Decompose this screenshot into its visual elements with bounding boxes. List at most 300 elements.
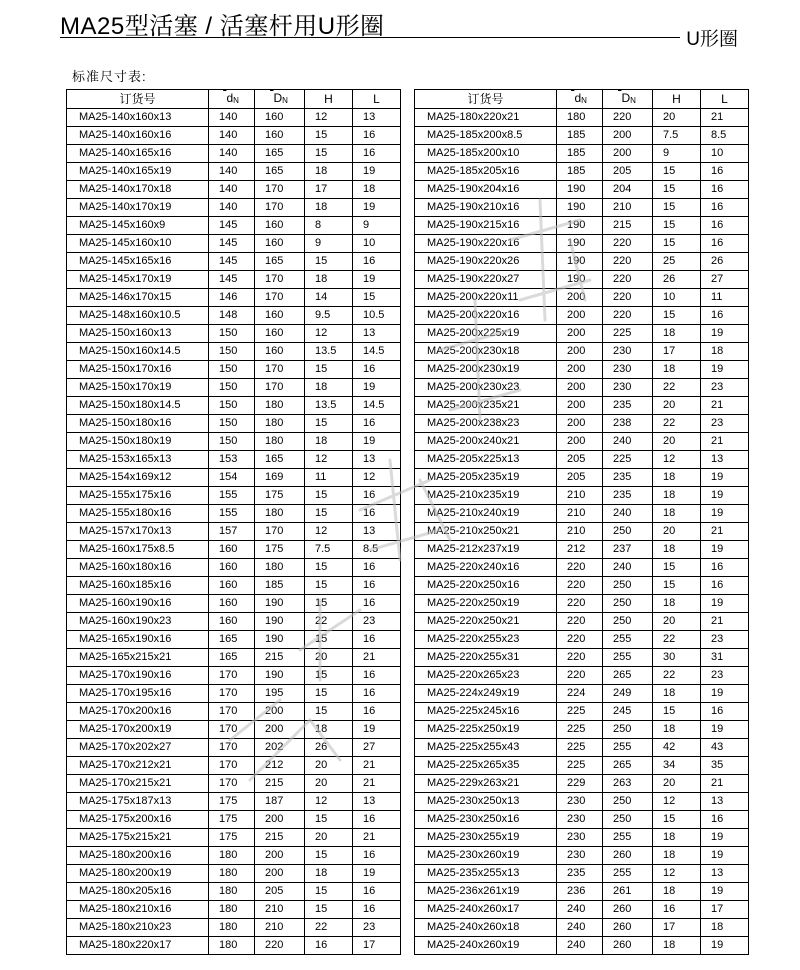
- h-value-cell: 18: [653, 505, 701, 523]
- D-value-cell: 202: [255, 739, 305, 757]
- h-value-cell: 18: [653, 325, 701, 343]
- h-value-cell: 15: [305, 577, 353, 595]
- order-no-cell: MA25-190x220x27: [415, 271, 557, 289]
- l-value-cell: 12: [353, 469, 401, 487]
- d-value-cell: 220: [557, 577, 603, 595]
- D-value-cell: 255: [603, 649, 653, 667]
- l-value-cell: 21: [353, 775, 401, 793]
- d-value-cell: 170: [209, 685, 255, 703]
- l-value-cell: 13: [353, 109, 401, 127]
- header-l: L: [701, 90, 749, 109]
- l-value-cell: 16: [353, 559, 401, 577]
- l-value-cell: 16: [353, 847, 401, 865]
- order-no-cell: MA25-170x190x16: [67, 667, 209, 685]
- h-value-cell: 22: [305, 919, 353, 937]
- h-value-cell: 16: [305, 937, 353, 955]
- d-value-cell: 140: [209, 109, 255, 127]
- h-value-cell: 34: [653, 757, 701, 775]
- h-value-cell: 20: [305, 757, 353, 775]
- d-value-cell: 225: [557, 739, 603, 757]
- l-value-cell: 19: [701, 829, 749, 847]
- h-value-cell: 20: [305, 649, 353, 667]
- order-no-cell: MA25-210x250x21: [415, 523, 557, 541]
- order-no-cell: MA25-150x180x19: [67, 433, 209, 451]
- h-value-cell: 15: [305, 361, 353, 379]
- d-value-cell: 220: [557, 559, 603, 577]
- table-row: [67, 253, 401, 271]
- table-row: [67, 181, 401, 199]
- h-value-cell: 15: [305, 505, 353, 523]
- h-value-cell: 18: [653, 721, 701, 739]
- table-row: [67, 739, 401, 757]
- order-no-cell: MA25-148x160x10.5: [67, 307, 209, 325]
- l-value-cell: 19: [701, 847, 749, 865]
- order-no-cell: MA25-160x180x16: [67, 559, 209, 577]
- order-no-cell: MA25-140x160x16: [67, 127, 209, 145]
- h-value-cell: 12: [305, 523, 353, 541]
- order-no-cell: MA25-240x260x19: [415, 937, 557, 955]
- title-divider: [60, 37, 730, 38]
- d-value-cell: 180: [209, 847, 255, 865]
- order-no-cell: MA25-190x210x16: [415, 199, 557, 217]
- table-row: [67, 127, 401, 145]
- d-value-cell: 205: [557, 469, 603, 487]
- order-no-cell: MA25-220x250x21: [415, 613, 557, 631]
- h-value-cell: 15: [653, 703, 701, 721]
- D-value-cell: 220: [603, 307, 653, 325]
- D-value-cell: 165: [255, 253, 305, 271]
- h-value-cell: 12: [653, 865, 701, 883]
- l-value-cell: 16: [353, 505, 401, 523]
- h-value-cell: 18: [305, 721, 353, 739]
- table-row: [415, 163, 749, 181]
- D-value-cell: 165: [255, 163, 305, 181]
- order-no-cell: MA25-160x190x23: [67, 613, 209, 631]
- table-row: [415, 667, 749, 685]
- order-no-cell: MA25-180x220x21: [415, 109, 557, 127]
- D-value-cell: 249: [603, 685, 653, 703]
- table-row: [415, 559, 749, 577]
- table-row: [67, 235, 401, 253]
- h-value-cell: 20: [653, 433, 701, 451]
- D-value-cell: 170: [255, 199, 305, 217]
- order-no-cell: MA25-170x200x16: [67, 703, 209, 721]
- table-row: [67, 577, 401, 595]
- order-no-cell: MA25-230x250x13: [415, 793, 557, 811]
- order-no-cell: MA25-160x190x16: [67, 595, 209, 613]
- table-row: [67, 811, 401, 829]
- table-row: [415, 325, 749, 343]
- order-no-cell: MA25-230x255x19: [415, 829, 557, 847]
- order-no-cell: MA25-180x205x16: [67, 883, 209, 901]
- order-no-cell: MA25-185x205x16: [415, 163, 557, 181]
- order-no-cell: MA25-165x215x21: [67, 649, 209, 667]
- d-value-cell: 145: [209, 271, 255, 289]
- l-value-cell: 16: [701, 217, 749, 235]
- h-value-cell: 15: [305, 847, 353, 865]
- l-value-cell: 18: [701, 919, 749, 937]
- table-row: [415, 271, 749, 289]
- d-value-cell: 170: [209, 775, 255, 793]
- order-no-cell: MA25-150x170x19: [67, 379, 209, 397]
- h-value-cell: 26: [305, 739, 353, 757]
- d-value-cell: 236: [557, 883, 603, 901]
- table-row: [67, 271, 401, 289]
- table-row: [415, 109, 749, 127]
- order-no-cell: MA25-180x210x23: [67, 919, 209, 937]
- h-value-cell: 12: [305, 109, 353, 127]
- l-value-cell: 27: [353, 739, 401, 757]
- l-value-cell: 11: [701, 289, 749, 307]
- h-value-cell: 30: [653, 649, 701, 667]
- table-row: [415, 883, 749, 901]
- h-value-cell: 18: [305, 271, 353, 289]
- d-value-cell: 185: [557, 163, 603, 181]
- h-value-cell: 22: [653, 667, 701, 685]
- table-row: [415, 613, 749, 631]
- D-value-cell: 170: [255, 361, 305, 379]
- order-no-cell: MA25-140x165x16: [67, 145, 209, 163]
- table-row: [415, 181, 749, 199]
- table-row: [67, 523, 401, 541]
- order-no-cell: MA25-200x230x18: [415, 343, 557, 361]
- D-value-cell: 160: [255, 307, 305, 325]
- h-value-cell: 18: [653, 847, 701, 865]
- table-row: [415, 757, 749, 775]
- l-value-cell: 19: [701, 487, 749, 505]
- d-value-cell: 150: [209, 325, 255, 343]
- l-value-cell: 16: [701, 577, 749, 595]
- D-value-cell: 263: [603, 775, 653, 793]
- order-no-cell: MA25-140x160x13: [67, 109, 209, 127]
- D-value-cell: 240: [603, 559, 653, 577]
- table-row: [67, 325, 401, 343]
- D-value-cell: 180: [255, 415, 305, 433]
- header-d: $d_N$: [209, 90, 255, 109]
- order-no-cell: MA25-170x202x27: [67, 739, 209, 757]
- D-value-cell: 195: [255, 685, 305, 703]
- l-value-cell: 16: [353, 487, 401, 505]
- l-value-cell: 19: [701, 541, 749, 559]
- h-value-cell: 15: [305, 667, 353, 685]
- order-no-cell: MA25-154x169x12: [67, 469, 209, 487]
- d-value-cell: 235: [557, 865, 603, 883]
- h-value-cell: 12: [305, 451, 353, 469]
- h-value-cell: 20: [653, 523, 701, 541]
- table-row: [67, 433, 401, 451]
- table-row: [67, 901, 401, 919]
- d-value-cell: 220: [557, 595, 603, 613]
- l-value-cell: 16: [353, 811, 401, 829]
- h-value-cell: 15: [305, 559, 353, 577]
- table-row: [415, 397, 749, 415]
- d-value-cell: 200: [557, 415, 603, 433]
- d-value-cell: 157: [209, 523, 255, 541]
- header-D: $D_N$: [255, 90, 305, 109]
- h-value-cell: 17: [653, 343, 701, 361]
- d-value-cell: 140: [209, 181, 255, 199]
- order-no-cell: MA25-170x195x16: [67, 685, 209, 703]
- order-no-cell: MA25-175x215x21: [67, 829, 209, 847]
- table-row: [415, 847, 749, 865]
- title-text: 型活塞 / 活塞杆用: [124, 13, 318, 40]
- h-value-cell: 9: [305, 235, 353, 253]
- order-no-cell: MA25-175x200x16: [67, 811, 209, 829]
- D-value-cell: 210: [255, 901, 305, 919]
- l-value-cell: 19: [701, 721, 749, 739]
- order-no-cell: MA25-150x160x14.5: [67, 343, 209, 361]
- h-value-cell: 15: [305, 595, 353, 613]
- l-value-cell: 16: [701, 307, 749, 325]
- l-value-cell: 16: [353, 361, 401, 379]
- order-no-cell: MA25-150x180x16: [67, 415, 209, 433]
- D-value-cell: 220: [603, 289, 653, 307]
- l-value-cell: 19: [353, 865, 401, 883]
- D-value-cell: 200: [603, 145, 653, 163]
- h-value-cell: 7.5: [305, 541, 353, 559]
- h-value-cell: 20: [653, 397, 701, 415]
- h-value-cell: 15: [305, 487, 353, 505]
- table-row: [415, 451, 749, 469]
- h-value-cell: 15: [653, 307, 701, 325]
- order-no-cell: MA25-224x249x19: [415, 685, 557, 703]
- l-value-cell: 21: [701, 109, 749, 127]
- d-value-cell: 230: [557, 847, 603, 865]
- table-row: [415, 919, 749, 937]
- d-value-cell: 220: [557, 667, 603, 685]
- d-value-cell: 180: [209, 865, 255, 883]
- l-value-cell: 15: [353, 289, 401, 307]
- h-value-cell: 15: [653, 199, 701, 217]
- D-value-cell: 205: [603, 163, 653, 181]
- D-value-cell: 255: [603, 829, 653, 847]
- D-value-cell: 175: [255, 541, 305, 559]
- D-value-cell: 235: [603, 397, 653, 415]
- D-value-cell: 200: [603, 127, 653, 145]
- h-value-cell: 15: [305, 703, 353, 721]
- d-value-cell: 154: [209, 469, 255, 487]
- h-value-cell: 22: [653, 415, 701, 433]
- h-value-cell: 18: [305, 199, 353, 217]
- l-value-cell: 16: [701, 199, 749, 217]
- h-value-cell: 15: [305, 811, 353, 829]
- d-value-cell: 185: [557, 145, 603, 163]
- l-value-cell: 16: [353, 127, 401, 145]
- d-value-cell: 230: [557, 829, 603, 847]
- header-order-no: 订货号: [67, 90, 209, 109]
- h-value-cell: 22: [305, 613, 353, 631]
- D-value-cell: 230: [603, 343, 653, 361]
- l-value-cell: 16: [701, 235, 749, 253]
- D-value-cell: 180: [255, 505, 305, 523]
- d-value-cell: 145: [209, 235, 255, 253]
- d-value-cell: 200: [557, 397, 603, 415]
- l-value-cell: 21: [353, 757, 401, 775]
- order-no-cell: MA25-190x204x16: [415, 181, 557, 199]
- d-value-cell: 225: [557, 703, 603, 721]
- order-no-cell: MA25-180x200x19: [67, 865, 209, 883]
- l-value-cell: 23: [701, 631, 749, 649]
- table-row: [67, 595, 401, 613]
- h-value-cell: 20: [305, 775, 353, 793]
- table-row: [415, 685, 749, 703]
- order-no-cell: MA25-146x170x15: [67, 289, 209, 307]
- order-no-cell: MA25-185x200x10: [415, 145, 557, 163]
- l-value-cell: 19: [353, 163, 401, 181]
- d-value-cell: 210: [557, 505, 603, 523]
- order-no-cell: MA25-175x187x13: [67, 793, 209, 811]
- l-value-cell: 16: [353, 145, 401, 163]
- l-value-cell: 13: [701, 793, 749, 811]
- l-value-cell: 16: [353, 883, 401, 901]
- d-value-cell: 220: [557, 649, 603, 667]
- d-value-cell: 140: [209, 145, 255, 163]
- D-value-cell: 215: [255, 649, 305, 667]
- order-no-cell: MA25-240x260x18: [415, 919, 557, 937]
- D-value-cell: 210: [603, 199, 653, 217]
- D-value-cell: 220: [603, 271, 653, 289]
- d-value-cell: 190: [557, 253, 603, 271]
- order-no-cell: MA25-200x235x21: [415, 397, 557, 415]
- D-value-cell: 240: [603, 433, 653, 451]
- d-value-cell: 150: [209, 397, 255, 415]
- order-no-cell: MA25-160x185x16: [67, 577, 209, 595]
- D-value-cell: 260: [603, 919, 653, 937]
- table-row: [67, 505, 401, 523]
- l-value-cell: 13: [353, 451, 401, 469]
- h-value-cell: 13.5: [305, 343, 353, 361]
- order-no-cell: MA25-210x235x19: [415, 487, 557, 505]
- D-value-cell: 220: [603, 253, 653, 271]
- l-value-cell: 26: [701, 253, 749, 271]
- table-row: [415, 631, 749, 649]
- table-header-row: [67, 90, 401, 109]
- order-no-cell: MA25-140x170x19: [67, 199, 209, 217]
- table-row: [67, 379, 401, 397]
- table-row: [415, 253, 749, 271]
- order-no-cell: MA25-210x240x19: [415, 505, 557, 523]
- h-value-cell: 22: [653, 631, 701, 649]
- table-row: [415, 901, 749, 919]
- order-no-cell: MA25-205x235x19: [415, 469, 557, 487]
- l-value-cell: 16: [353, 577, 401, 595]
- h-value-cell: 18: [653, 487, 701, 505]
- h-value-cell: 18: [305, 379, 353, 397]
- l-value-cell: 21: [701, 397, 749, 415]
- l-value-cell: 16: [353, 901, 401, 919]
- l-value-cell: 19: [701, 469, 749, 487]
- l-value-cell: 8.5: [701, 127, 749, 145]
- order-no-cell: MA25-150x180x14.5: [67, 397, 209, 415]
- D-value-cell: 250: [603, 793, 653, 811]
- D-value-cell: 200: [255, 847, 305, 865]
- l-value-cell: 9: [353, 217, 401, 235]
- d-value-cell: 200: [557, 289, 603, 307]
- D-value-cell: 255: [603, 739, 653, 757]
- l-value-cell: 19: [353, 199, 401, 217]
- table-row: [67, 667, 401, 685]
- h-value-cell: 15: [653, 163, 701, 181]
- D-value-cell: 220: [603, 109, 653, 127]
- D-value-cell: 215: [603, 217, 653, 235]
- order-no-cell: MA25-240x260x17: [415, 901, 557, 919]
- order-no-cell: MA25-185x200x8.5: [415, 127, 557, 145]
- table-row: [415, 865, 749, 883]
- order-no-cell: MA25-170x212x21: [67, 757, 209, 775]
- table-row: [415, 829, 749, 847]
- order-no-cell: MA25-180x200x16: [67, 847, 209, 865]
- D-value-cell: 220: [255, 937, 305, 955]
- D-value-cell: 170: [255, 379, 305, 397]
- D-value-cell: 187: [255, 793, 305, 811]
- d-value-cell: 170: [209, 721, 255, 739]
- D-value-cell: 200: [255, 703, 305, 721]
- d-value-cell: 180: [209, 883, 255, 901]
- table-row: [415, 217, 749, 235]
- h-value-cell: 11: [305, 469, 353, 487]
- table-row: [67, 631, 401, 649]
- D-value-cell: 200: [255, 865, 305, 883]
- table-row: [67, 307, 401, 325]
- d-value-cell: 140: [209, 199, 255, 217]
- l-value-cell: 21: [701, 775, 749, 793]
- l-value-cell: 16: [353, 685, 401, 703]
- h-value-cell: 18: [653, 595, 701, 613]
- d-value-cell: 200: [557, 307, 603, 325]
- d-value-cell: 200: [557, 343, 603, 361]
- table-row: [415, 937, 749, 955]
- l-value-cell: 21: [353, 829, 401, 847]
- h-value-cell: 18: [305, 865, 353, 883]
- size-table-left: [66, 89, 401, 955]
- D-value-cell: 170: [255, 271, 305, 289]
- l-value-cell: 23: [701, 667, 749, 685]
- d-value-cell: 175: [209, 793, 255, 811]
- D-value-cell: 235: [603, 469, 653, 487]
- l-value-cell: 14.5: [353, 343, 401, 361]
- l-value-cell: 16: [353, 703, 401, 721]
- table-row: [415, 307, 749, 325]
- D-value-cell: 160: [255, 325, 305, 343]
- d-value-cell: 212: [557, 541, 603, 559]
- D-value-cell: 220: [603, 235, 653, 253]
- l-value-cell: 19: [701, 361, 749, 379]
- l-value-cell: 10.5: [353, 307, 401, 325]
- table-row: [415, 505, 749, 523]
- D-value-cell: 210: [255, 919, 305, 937]
- l-value-cell: 16: [353, 667, 401, 685]
- table-row: [415, 199, 749, 217]
- d-value-cell: 160: [209, 577, 255, 595]
- table-row: [415, 793, 749, 811]
- d-value-cell: 224: [557, 685, 603, 703]
- l-value-cell: 19: [701, 883, 749, 901]
- title-model: MA25: [60, 13, 125, 40]
- h-value-cell: 18: [653, 883, 701, 901]
- d-value-cell: 155: [209, 505, 255, 523]
- order-no-cell: MA25-155x180x16: [67, 505, 209, 523]
- l-value-cell: 23: [701, 379, 749, 397]
- l-value-cell: 14.5: [353, 397, 401, 415]
- table-row: [67, 163, 401, 181]
- order-no-cell: MA25-145x160x10: [67, 235, 209, 253]
- D-value-cell: 165: [255, 451, 305, 469]
- d-value-cell: 185: [557, 127, 603, 145]
- table-row: [415, 703, 749, 721]
- order-no-cell: MA25-220x240x16: [415, 559, 557, 577]
- order-no-cell: MA25-220x255x31: [415, 649, 557, 667]
- l-value-cell: 18: [701, 343, 749, 361]
